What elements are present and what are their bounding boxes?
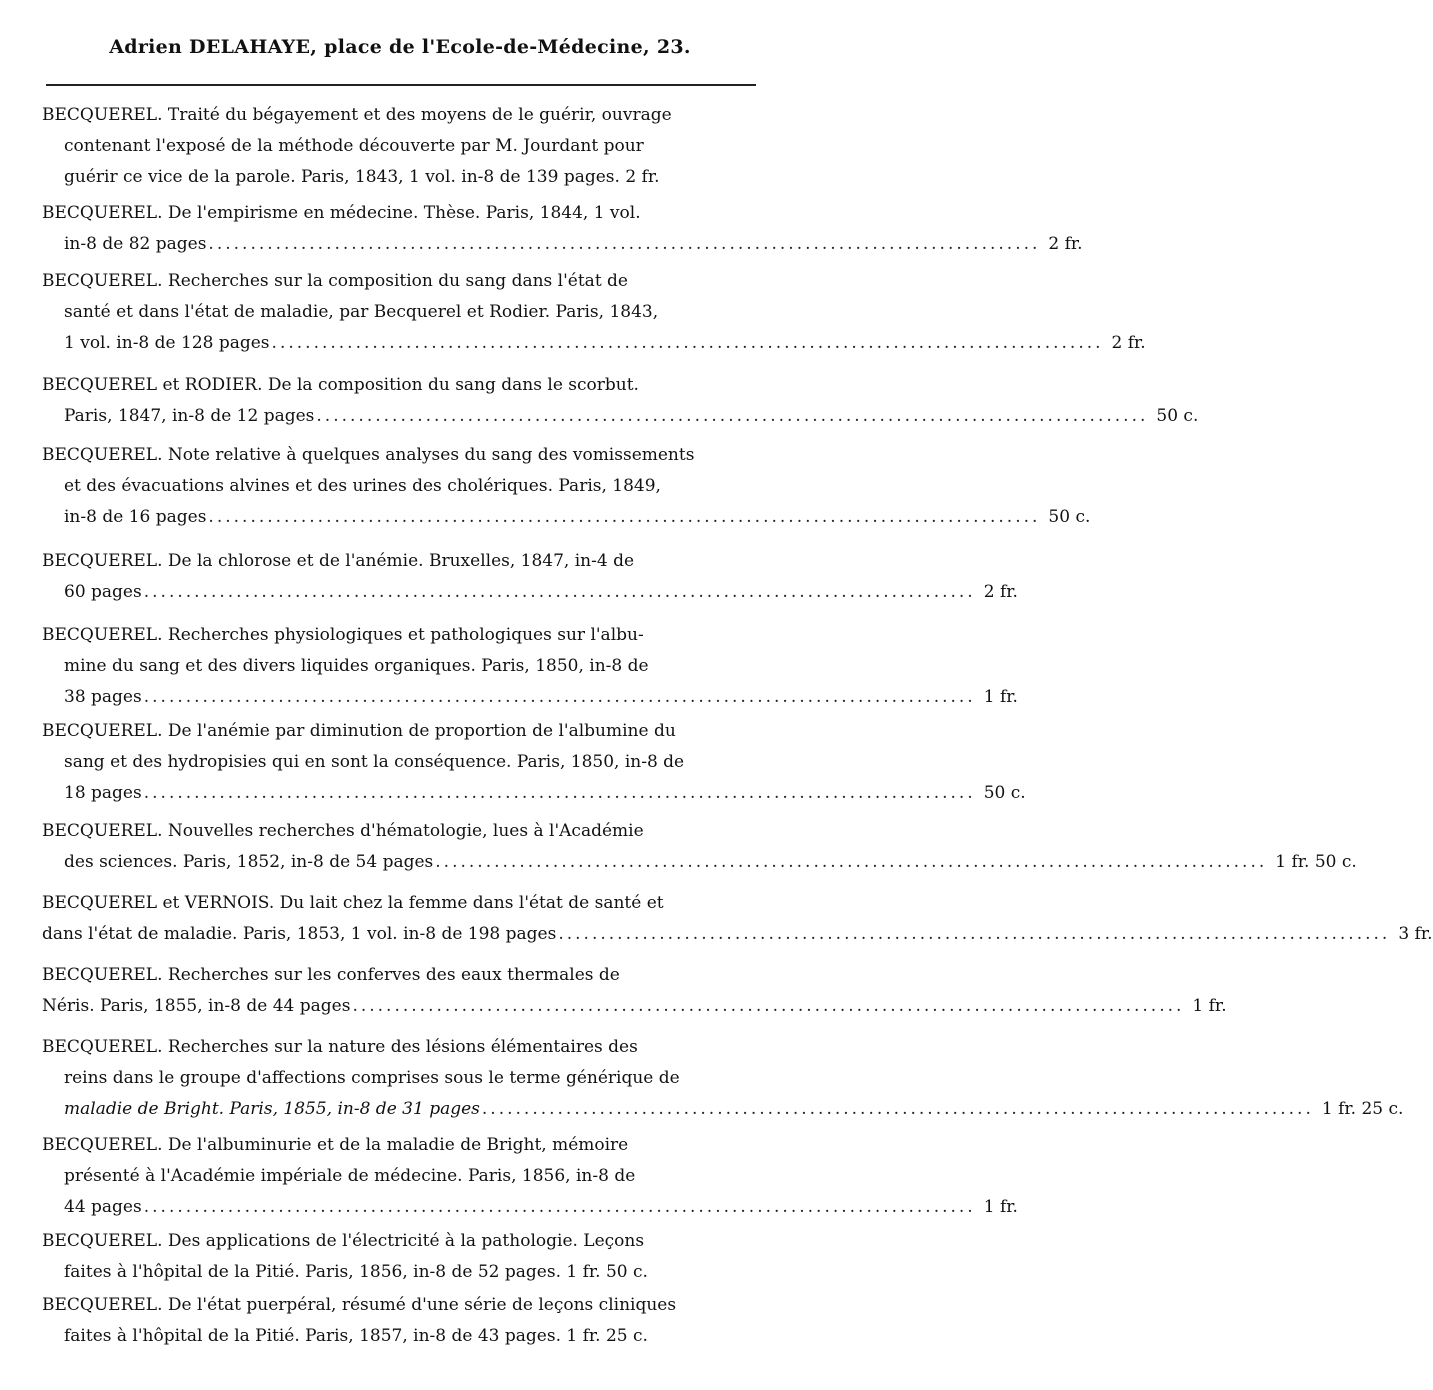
- entry-price: 2 fr.: [1111, 333, 1146, 353]
- catalog-entry-15: [42, 1290, 758, 1352]
- dot-leader: ...................................................................................................: [143, 687, 976, 707]
- entry-leader-line: [42, 229, 1083, 260]
- catalog-entry-14: [42, 1226, 758, 1288]
- entry-leader-line: [42, 577, 1018, 608]
- entry-line: faites à l'hôpital de la Pitié. Paris, 1857, in-8 de 43 pages. 1 fr. 25 c.: [64, 1326, 648, 1346]
- entry-text: Paris, 1847, in-8 de 12 pages: [64, 406, 315, 426]
- catalog-entry-3: [42, 266, 1146, 359]
- entry-line: BECQUEREL. De l'anémie par diminution de proportion de l'albumine du: [42, 721, 676, 741]
- entry-line: reins dans le groupe d'affections comprises sous le terme générique de: [64, 1068, 680, 1088]
- entry-text: in-8 de 16 pages: [64, 507, 207, 527]
- entry-line: BECQUEREL. Note relative à quelques analyses du sang des vomissements: [42, 445, 695, 465]
- entry-line: mine du sang et des divers liquides organiques. Paris, 1850, in-8 de: [64, 656, 649, 676]
- entry-price: 1 fr. 25 c.: [1321, 1099, 1404, 1119]
- entry-text: 38 pages: [64, 687, 142, 707]
- entry-price: 50 c.: [1048, 507, 1091, 527]
- catalog-entry-7: [42, 620, 1018, 713]
- dot-leader: ...................................................................................................: [481, 1099, 1314, 1119]
- catalog-entry-13: [42, 1130, 1018, 1223]
- dot-leader: ...................................................................................................: [208, 507, 1041, 527]
- entry-text: 1 vol. in-8 de 128 pages: [64, 333, 270, 353]
- entry-price: 1 fr. 50 c.: [1275, 852, 1357, 872]
- entry-line: BECQUEREL et RODIER. De la composition du sang dans le scorbut.: [42, 375, 639, 395]
- dot-leader: ...................................................................................................: [316, 406, 1149, 426]
- entry-line: BECQUEREL. De la chlorose et de l'anémie. Bruxelles, 1847, in-4 de: [42, 551, 635, 571]
- entry-line: BECQUEREL. Recherches sur les conferves des eaux thermales de: [42, 965, 620, 985]
- entry-line: BECQUEREL. Traité du bégayement et des moyens de le guérir, ouvrage: [42, 105, 672, 125]
- entry-price: 2 fr.: [983, 582, 1018, 602]
- entry-line: faites à l'hôpital de la Pitié. Paris, 1856, in-8 de 52 pages. 1 fr. 50 c.: [64, 1262, 648, 1282]
- entry-price: 2 fr.: [1048, 234, 1083, 254]
- entry-line: guérir ce vice de la parole. Paris, 1843, 1 vol. in-8 de 139 pages. 2 fr.: [64, 167, 660, 187]
- entry-price: 1 fr.: [983, 1197, 1018, 1217]
- entry-text: Néris. Paris, 1855, in-8 de 44 pages: [42, 996, 351, 1016]
- entry-line: contenant l'exposé de la méthode découverte par M. Jourdant pour: [64, 136, 644, 156]
- catalog-entry-1: [42, 100, 758, 193]
- entry-price: 1 fr.: [1192, 996, 1227, 1016]
- entry-text: dans l'état de maladie. Paris, 1853, 1 vol. in-8 de 198 pages: [42, 924, 557, 944]
- entry-line: sang et des hydropisies qui en sont la conséquence. Paris, 1850, in-8 de: [64, 752, 685, 772]
- dot-leader: ...................................................................................................: [558, 924, 1391, 944]
- catalog-entry-6: [42, 546, 1018, 608]
- entry-line: BECQUEREL et VERNOIS. Du lait chez la femme dans l'état de santé et: [42, 893, 664, 913]
- dot-leader: ...................................................................................................: [143, 783, 976, 803]
- dot-leader: ...................................................................................................: [435, 852, 1268, 872]
- catalog-entry-5: [42, 440, 1091, 533]
- entry-text: maladie de Bright. Paris, 1855, in-8 de 31 pages: [64, 1099, 480, 1119]
- entry-leader-line: [42, 778, 1026, 809]
- catalog-entry-4: [42, 370, 1199, 432]
- entry-price: 3 fr.: [1398, 924, 1433, 944]
- entry-line: santé et dans l'état de maladie, par Becquerel et Rodier. Paris, 1843,: [64, 302, 659, 322]
- entry-price: 50 c.: [983, 783, 1026, 803]
- entry-leader-line: [42, 401, 1199, 432]
- catalog-entry-12: [42, 1032, 1404, 1125]
- entry-line: BECQUEREL. De l'albuminurie et de la maladie de Bright, mémoire: [42, 1135, 629, 1155]
- catalog-entry-10: [42, 888, 1433, 950]
- header-rule: [46, 84, 756, 86]
- entry-line: BECQUEREL. De l'état puerpéral, résumé d'une série de leçons cliniques: [42, 1295, 677, 1315]
- entry-leader-line: [42, 682, 1018, 713]
- entry-leader-line: [42, 502, 1091, 533]
- entry-leader-line: [42, 919, 1433, 950]
- dot-leader: ...................................................................................................: [143, 1197, 976, 1217]
- dot-leader: ...................................................................................................: [271, 333, 1104, 353]
- dot-leader: ...................................................................................................: [208, 234, 1041, 254]
- entry-leader-line: [42, 1094, 1404, 1125]
- entry-leader-line: [42, 328, 1146, 359]
- entry-text: 60 pages: [64, 582, 142, 602]
- entry-line: présenté à l'Académie impériale de médecine. Paris, 1856, in-8 de: [64, 1166, 636, 1186]
- entry-leader-line: [42, 1192, 1018, 1223]
- entry-line: et des évacuations alvines et des urines des cholériques. Paris, 1849,: [64, 476, 661, 496]
- entry-leader-line: [42, 847, 1357, 878]
- entry-line: BECQUEREL. Recherches sur la composition du sang dans l'état de: [42, 271, 628, 291]
- entry-line: BECQUEREL. Nouvelles recherches d'hématologie, lues à l'Académie: [42, 821, 644, 841]
- entry-line: BECQUEREL. De l'empirisme en médecine. Thèse. Paris, 1844, 1 vol.: [42, 203, 641, 223]
- entry-text: des sciences. Paris, 1852, in-8 de 54 pages: [64, 852, 434, 872]
- entry-leader-line: [42, 991, 1227, 1022]
- entry-price: 1 fr.: [983, 687, 1018, 707]
- entry-price: 50 c.: [1156, 406, 1199, 426]
- catalog-entry-8: [42, 716, 1026, 809]
- catalog-entry-2: [42, 198, 1083, 260]
- dot-leader: ...................................................................................................: [143, 582, 976, 602]
- page-header: Adrien DELAHAYE, place de l'Ecole-de-Médecine, 23.: [109, 36, 691, 58]
- entry-text: 44 pages: [64, 1197, 142, 1217]
- entry-text: 18 pages: [64, 783, 142, 803]
- entry-line: BECQUEREL. Des applications de l'électricité à la pathologie. Leçons: [42, 1231, 645, 1251]
- catalog-entry-11: [42, 960, 1227, 1022]
- entry-line: BECQUEREL. Recherches sur la nature des lésions élémentaires des: [42, 1037, 638, 1057]
- dot-leader: ...................................................................................................: [352, 996, 1185, 1016]
- entry-line: BECQUEREL. Recherches physiologiques et pathologiques sur l'albu-: [42, 625, 644, 645]
- entry-text: in-8 de 82 pages: [64, 234, 207, 254]
- catalog-entry-9: [42, 816, 1357, 878]
